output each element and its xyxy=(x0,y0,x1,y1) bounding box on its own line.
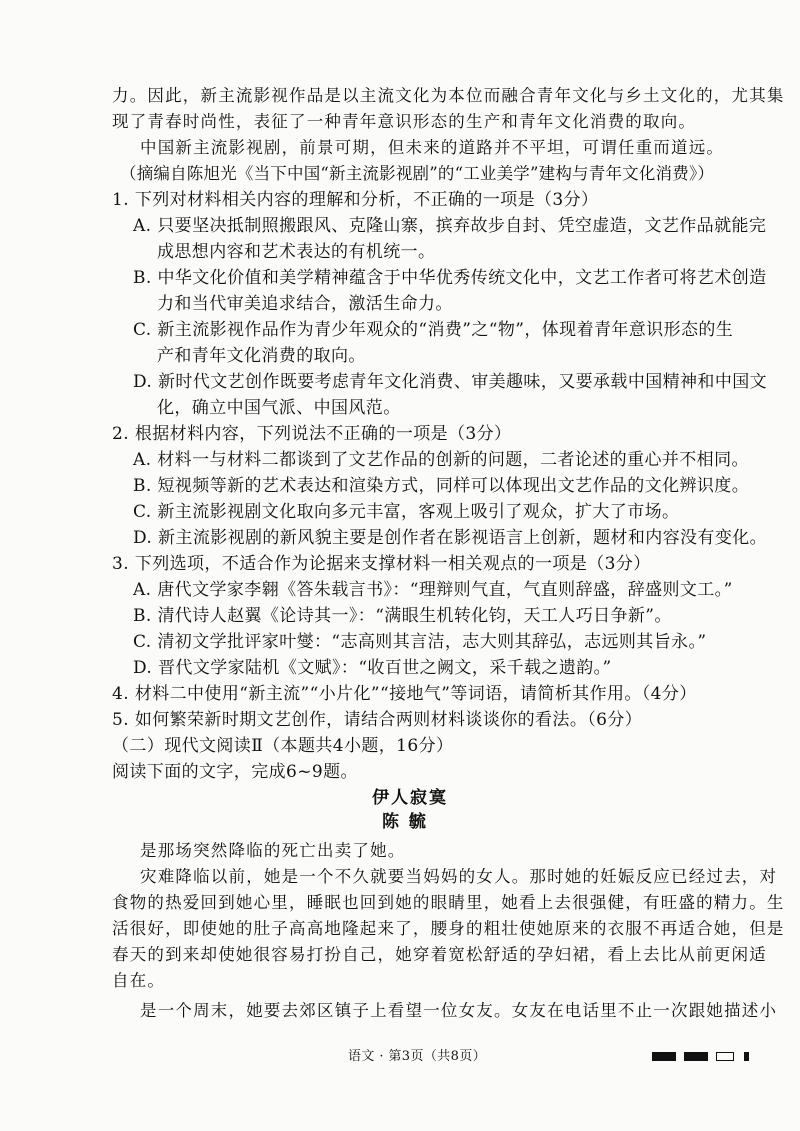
q1-stem: 1. 下列对材料相关内容的理解和分析，不正确的一项是（3分） xyxy=(112,190,599,210)
passage-line-3: 中国新主流影视剧，前景可期，但未来的道路并不平坦，可谓任重而道远。 xyxy=(140,138,725,157)
q2-option-a: A. 材料一与材料二都谈到了文艺作品的创新的问题，二者论述的重心并不相同。 xyxy=(133,450,749,470)
q2-option-d: D. 新主流影视剧的新风貌主要是创作者在影视语言上创新，题材和内容没有变化。 xyxy=(133,528,768,548)
story-line-1: 是那场突然降临的死亡出卖了她。 xyxy=(140,841,406,860)
q3-stem: 3. 下列选项，不适合作为论据来支撑材料一相关观点的一项是（3分） xyxy=(112,554,651,574)
q1-option-a-2: 成思想内容和艺术表达的有机统一。 xyxy=(157,242,436,262)
registration-mark xyxy=(652,1052,676,1061)
q1-option-c-1: C. 新主流影视作品作为青少年观众的“消费”之“物”，体现着青年意识形态的生 xyxy=(133,320,734,340)
section-header: （二）现代文阅读Ⅱ（本题共4小题，16分） xyxy=(112,736,454,756)
q2-option-b: B. 短视频等新的艺术表达和渲染方式，同样可以体现出文艺作品的文化辨识度。 xyxy=(133,476,750,496)
story-line-2: 灾难降临以前，她是一个不久就要当妈妈的女人。那时她的妊娠反应已经过去，对 xyxy=(140,867,778,886)
story-line-6: 自在。 xyxy=(112,971,166,990)
instruction: 阅读下面的文字，完成6~9题。 xyxy=(112,762,358,782)
story-author: 陈 毓 xyxy=(382,812,428,832)
q3-option-b: B. 清代诗人赵翼《论诗其一》：“满眼生机转化钧，天工人巧日争新”。 xyxy=(133,606,672,626)
q4: 4. 材料二中使用“新主流”“小片化”“接地气”等词语，请简析其作用。（4分） xyxy=(112,684,697,704)
story-line-7: 是一个周末，她要去郊区镇子上看望一位女友。女友在电话里不止一次跟她描述小 xyxy=(140,1001,778,1020)
q1-option-b-2: 力和当代审美追求结合，激活生命力。 xyxy=(157,294,453,314)
story-line-4: 活很好，即使她的肚子高高地隆起来了，腰身的粗壮使她原来的衣服不再适合她，但是 xyxy=(112,919,785,938)
registration-mark xyxy=(716,1052,734,1061)
q1-option-c-2: 产和青年文化消费的取向。 xyxy=(157,346,366,366)
q1-option-b-1: B. 中华文化价值和美学精神蕴含于中华优秀传统文化中，文艺工作者可将艺术创造 xyxy=(133,268,767,288)
q2-option-c: C. 新主流影视剧文化取向多元丰富，客观上吸引了观众，扩大了市场。 xyxy=(133,502,680,522)
story-line-3: 食物的热爱回到她心里，睡眠也回到她的眼睛里，她看上去很强健，有旺盛的精力。生 xyxy=(112,893,785,912)
q1-option-d-2: 化，确立中国气派、中国风范。 xyxy=(157,398,401,418)
q3-option-d: D. 晋代文学家陆机《文赋》：“收百世之阙文，采千载之遗韵。” xyxy=(133,658,612,678)
passage-line-1: 力。因此，新主流影视作品是以主流文化为本位而融合青年文化与乡土文化的，尤其集 xyxy=(112,86,785,105)
story-line-5: 春天的到来却使她很容易打扮自己，她穿着宽松舒适的孕妇裙，看上去比从前更闲适 xyxy=(112,945,767,964)
q5: 5. 如何繁荣新时期文艺创作，请结合两则材料谈谈你的看法。（6分） xyxy=(112,710,643,730)
page-footer: 语文 · 第3页（共8页） xyxy=(348,1049,487,1064)
q2-stem: 2. 根据材料内容，下列说法不正确的一项是（3分） xyxy=(112,424,512,444)
q1-option-d-1: D. 新时代文艺创作既要考虑青年文化消费、审美趣味，又要承载中国精神和中国文 xyxy=(133,372,768,392)
registration-mark xyxy=(684,1052,708,1061)
registration-mark xyxy=(744,1052,749,1061)
q3-option-a: A. 唐代文学家李翱《答朱载言书》：“理辩则气直，气直则辞盛，辞盛则文工。” xyxy=(133,580,733,600)
q3-option-c: C. 清初文学批评家叶燮：“志高则其言洁，志大则其辞弘，志远则其旨永。” xyxy=(133,632,707,652)
story-title: 伊人寂寞 xyxy=(372,788,448,808)
source-note: （摘编自陈旭光《当下中国“新主流影视剧”的“工业美学”建构与青年文化消费》） xyxy=(120,164,715,183)
q1-option-a-1: A. 只要坚决抵制照搬跟风、克隆山寨，摈弃故步自封、凭空虚造，文艺作品就能完 xyxy=(133,216,767,236)
passage-line-2: 现了青春时尚性，表征了一种青年意识形态的生产和青年文化消费的取向。 xyxy=(112,112,697,131)
